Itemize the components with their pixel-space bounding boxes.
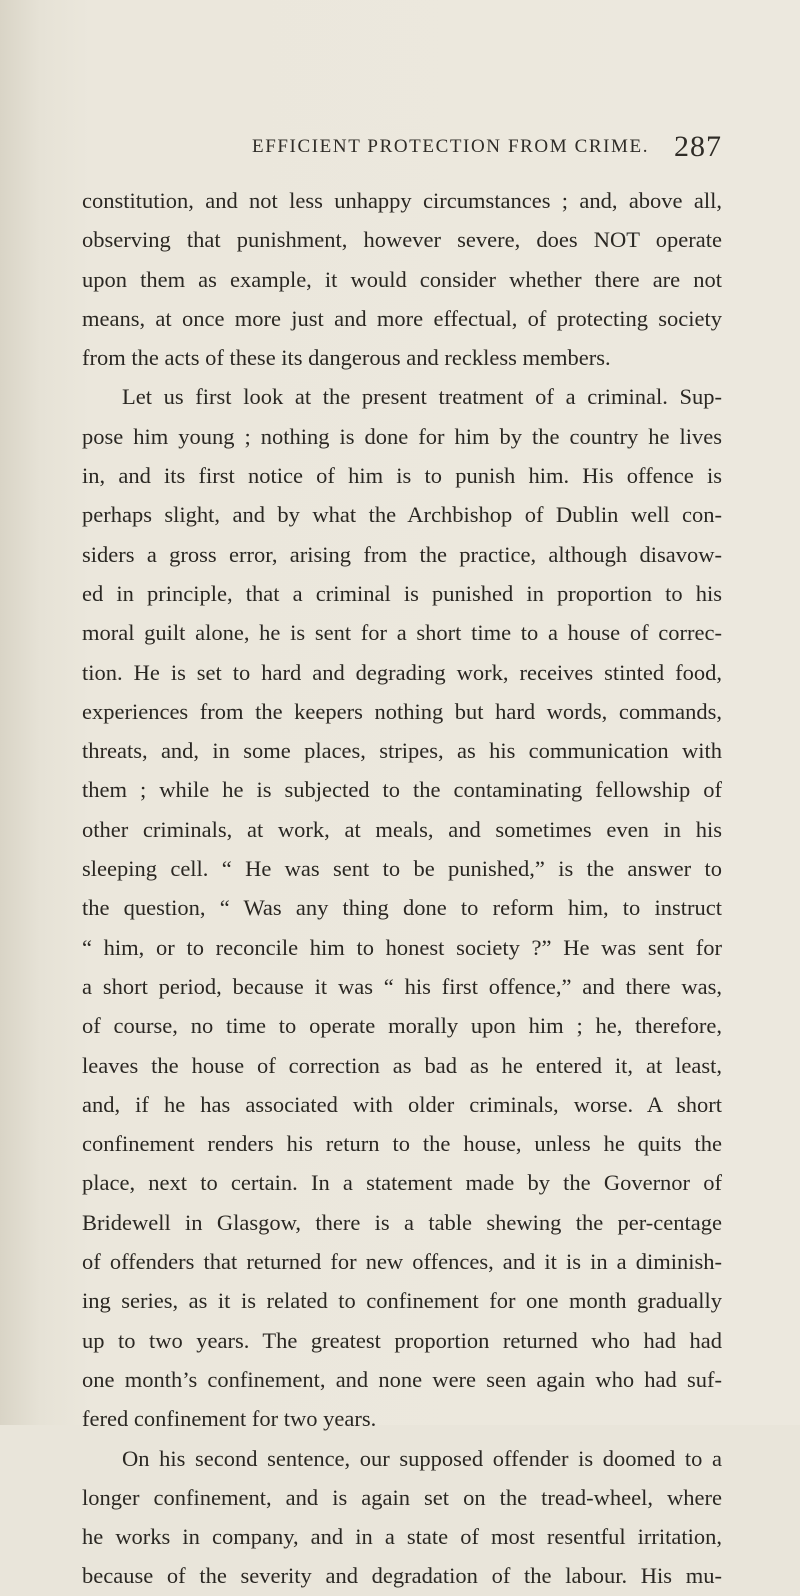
text-line: fered confinement for two years. [82,1406,377,1432]
text-line: longer confinement, and is again set on the tread-wheel, where [82,1484,722,1510]
text-line: a short period, because it was “ his first offence,” and there was, [82,973,722,999]
body-text [82,181,722,1596]
text-line: leaves the house of correction as bad as he entered it, at least, [82,1052,722,1078]
text-line: moral guilt alone, he is sent for a short time to a house of correc- [82,620,722,646]
text-line: sleeping cell. “ He was sent to be punished,” is the answer to [82,856,722,882]
text-line: of course, no time to operate morally upon him ; he, therefore, [82,1013,722,1039]
text-line: On his second sentence, our supposed offender is doomed to a [122,1445,722,1471]
text-line: Bridewell in Glasgow, there is a table shewing the per-centage [82,1209,722,1235]
text-line: perhaps slight, and by what the Archbishop of Dublin well con- [82,502,722,528]
text-line: experiences from the keepers nothing but hard words, commands, [82,698,722,724]
text-line: place, next to certain. In a statement made by the Governor of [82,1170,722,1196]
text-line: pose him young ; nothing is done for him by the country he lives [82,423,722,449]
text-line: ing series, as it is related to confinement for one month gradually [82,1288,722,1314]
text-line: he works in company, and in a state of most resentful irritation, [82,1524,722,1550]
text-line: of offenders that returned for new offences, and it is in a diminish- [82,1249,722,1275]
text-line: threats, and, in some places, stripes, as his communication with [82,738,722,764]
text-line: and, if he has associated with older criminals, worse. A short [82,1091,722,1117]
text-line: confinement renders his return to the house, unless he quits the [82,1131,722,1157]
text-line: tion. He is set to hard and degrading work, receives stinted food, [82,659,722,685]
text-line: ed in principle, that a criminal is punished in proportion to his [82,580,722,606]
running-head-title: EFFICIENT PROTECTION FROM CRIME. [252,136,650,157]
text-line: other criminals, at work, at meals, and sometimes even in his [82,816,722,842]
text-line: means, at once more just and more effectual, of protecting society [82,305,722,331]
page-number: 287 [674,130,722,163]
text-line: observing that punishment, however severe, does NOT operate [82,227,722,253]
text-line: one month’s confinement, and none were seen again who had suf- [82,1366,722,1392]
text-line: the question, “ Was any thing done to reform him, to instruct [82,895,722,921]
text-line: Let us first look at the present treatment of a criminal. Sup- [122,384,722,410]
text-line: from the acts of these its dangerous and reckless members. [82,345,611,371]
text-line: siders a gross error, arising from the practice, although disavow- [82,541,722,567]
text-line: because of the severity and degradation of the labour. His mu- [82,1563,722,1589]
text-line: up to two years. The greatest proportion returned who had had [82,1327,722,1353]
text-line: “ him, or to reconcile him to honest society ?” He was sent for [82,934,722,960]
text-line: upon them as example, it would consider whether there are not [82,266,722,292]
text-line: in, and its first notice of him is to punish him. His offence is [82,463,722,489]
text-line: constitution, and not less unhappy circumstances ; and, above all, [82,188,722,213]
text-line: them ; while he is subjected to the contaminating fellowship of [82,777,722,803]
